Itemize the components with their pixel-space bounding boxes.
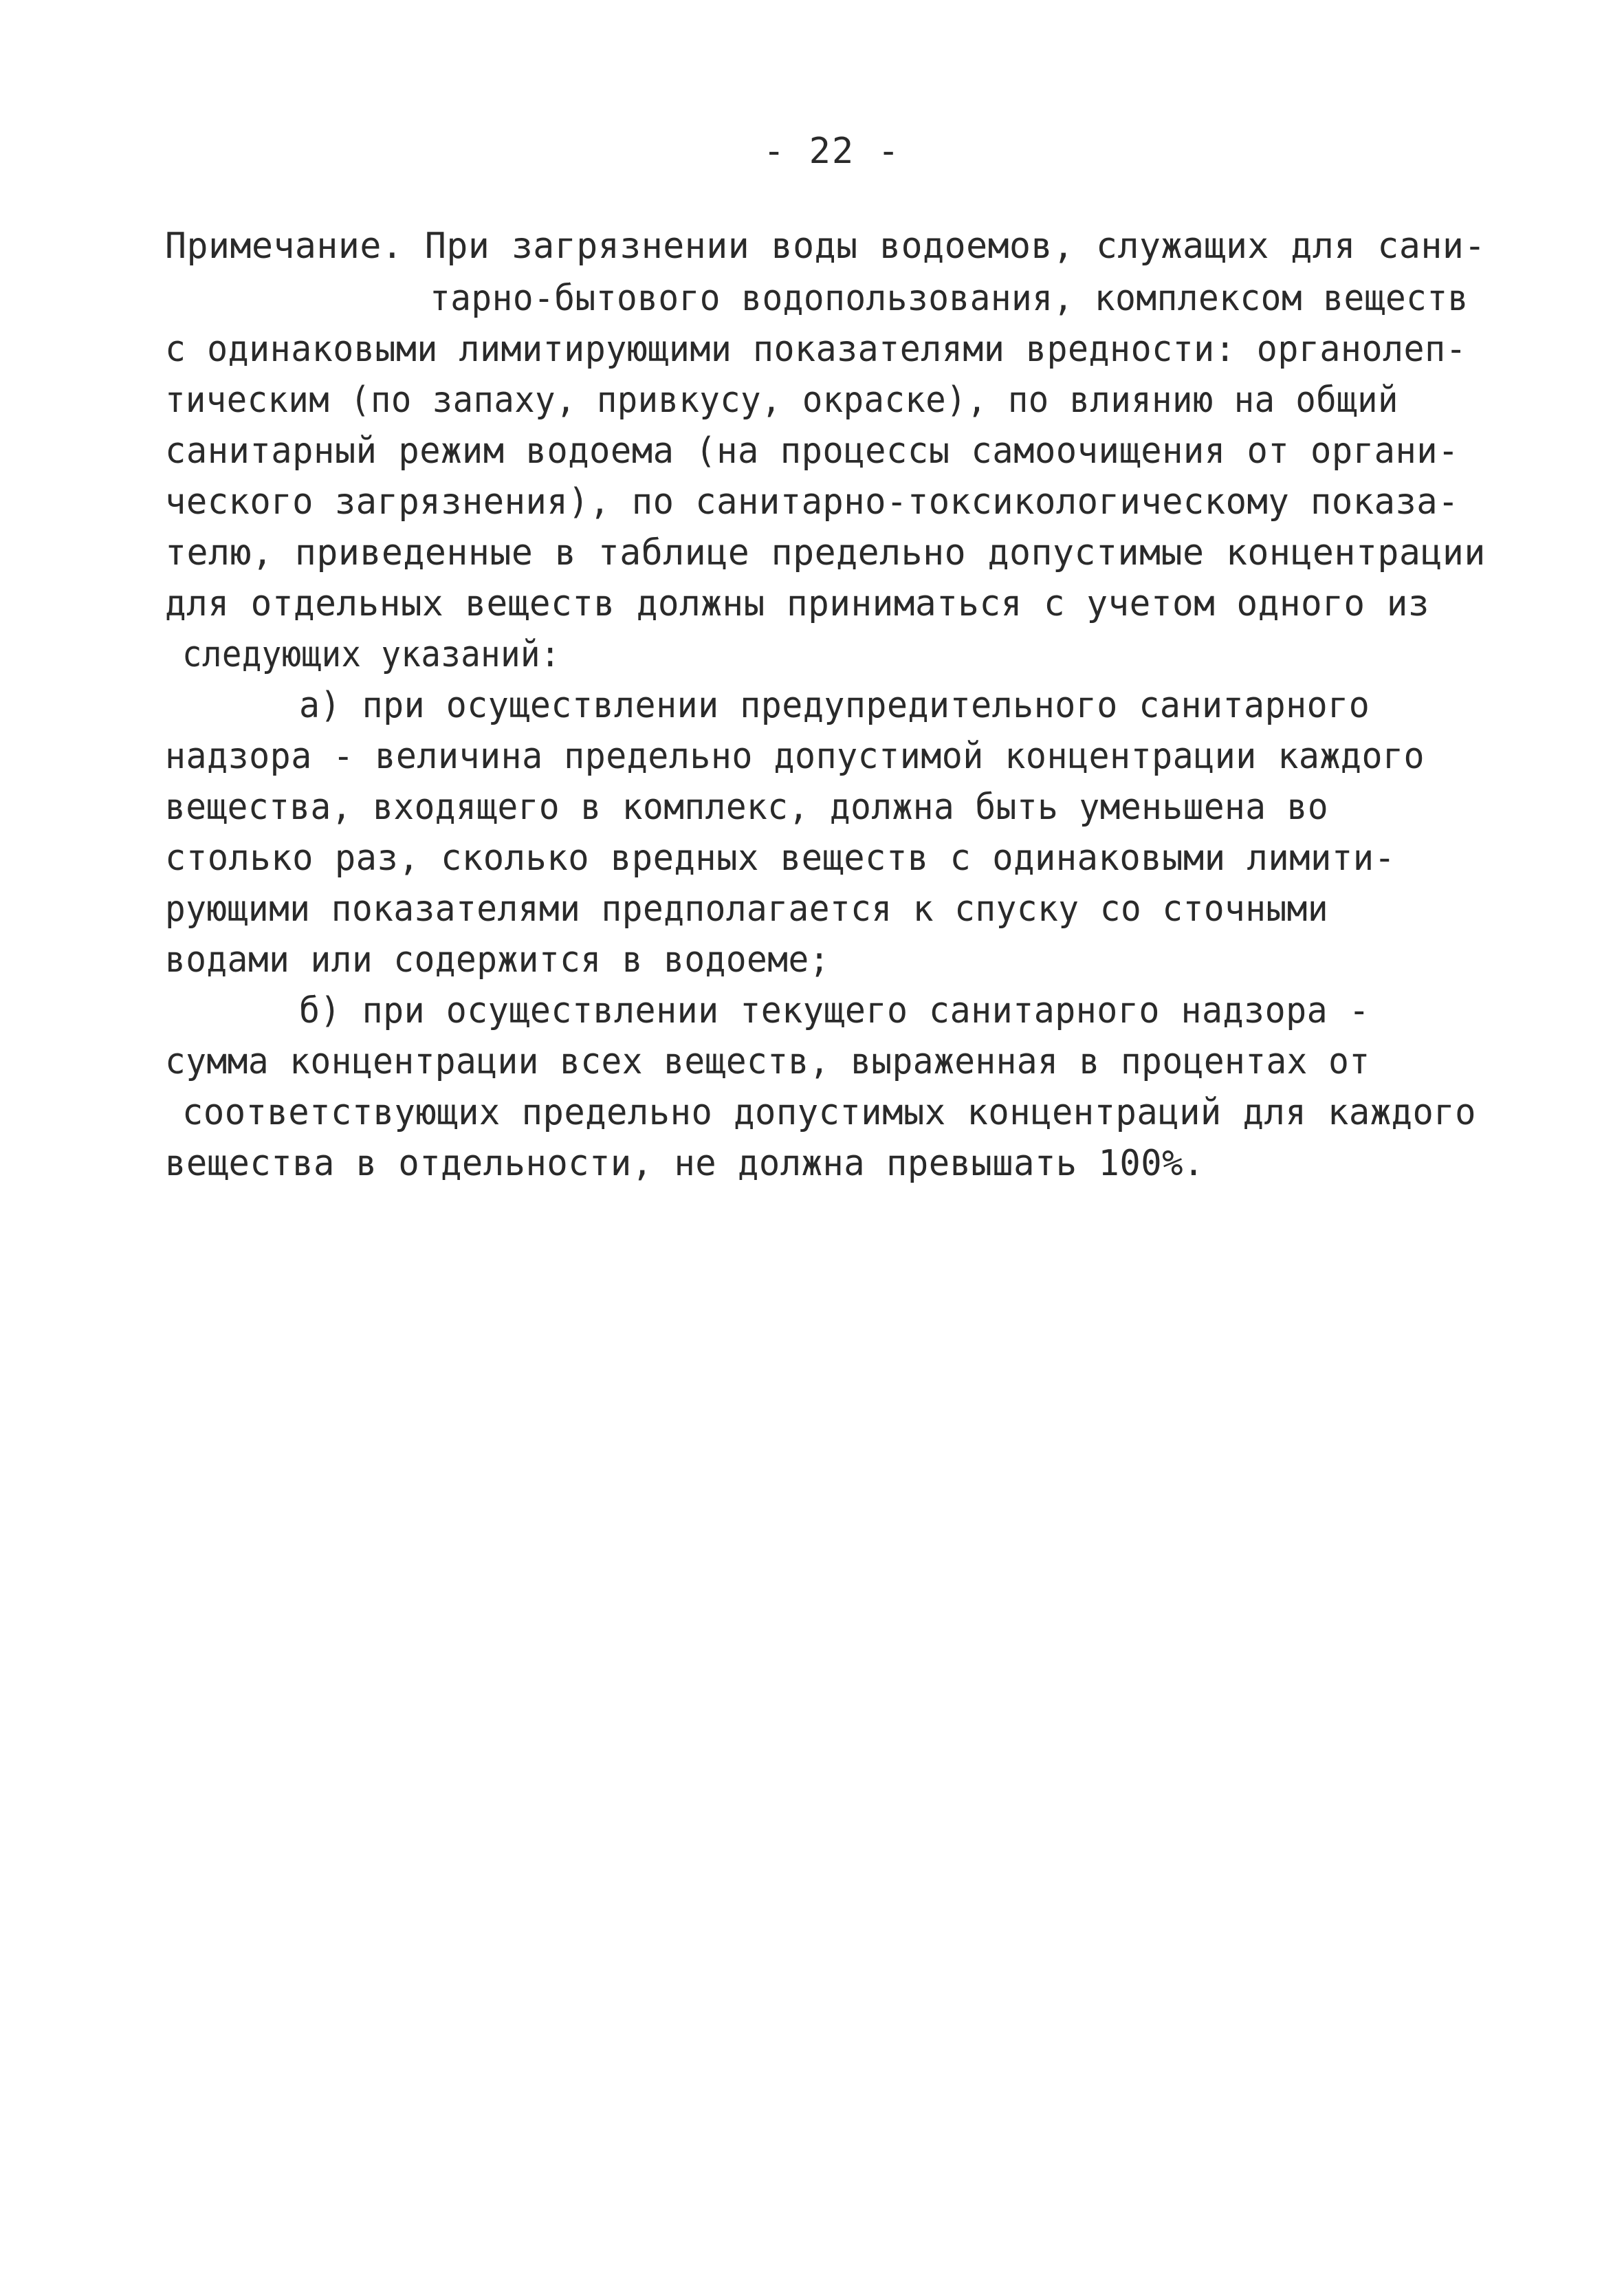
note-line-5: санитарный режим водоема (на процессы самоочищения от органи-	[165, 430, 1460, 472]
note-line-9: следующих указаний:	[182, 634, 560, 675]
note-line-4: тическим (по запаху, привкусу, окраске), по влиянию на общий	[165, 380, 1398, 421]
page-number: - 22 -	[763, 131, 901, 172]
note-line-10: а) при осуществлении предупредительного санитарного	[299, 685, 1370, 726]
note-line-13: столько раз, сколько вредных веществ с одинаковыми лимити-	[165, 838, 1396, 879]
note-line-12: вещества, входящего в комплекс, должна быть уменьшена во	[165, 787, 1329, 828]
note-line-7: телю, приведенные в таблице предельно допустимые концентрации	[165, 532, 1486, 573]
note-line-17: сумма концентрации всех веществ, выраженная в процентах от	[165, 1041, 1370, 1082]
note-line-14: рующими показателями предполагается к спуску со сточными	[165, 888, 1329, 930]
note-line-2: тарно-бытового водопользования, комплексом веществ	[430, 278, 1469, 319]
note-line-11: надзора - величина предельно допустимой концентрации каждого	[165, 736, 1425, 777]
note-line-8: для отдельных веществ должны приниматься с учетом одного из	[165, 583, 1430, 624]
note-line-15: водами или содержится в водоеме;	[165, 939, 830, 981]
note-line-1: Примечание. При загрязнении воды водоемов, служащих для сани-	[165, 226, 1486, 267]
note-line-3: с одинаковыми лимитирующими показателями вредности: органолеп-	[165, 329, 1467, 370]
note-line-18: соответствующих предельно допустимых концентраций для каждого	[182, 1092, 1477, 1133]
note-line-19: вещества в отдельности, не должна превышать 100%.	[165, 1143, 1205, 1184]
note-line-6: ческого загрязнения), по санитарно-токсикологическому показа-	[165, 481, 1460, 523]
note-line-16: б) при осуществлении текущего санитарного надзора -	[299, 990, 1370, 1031]
